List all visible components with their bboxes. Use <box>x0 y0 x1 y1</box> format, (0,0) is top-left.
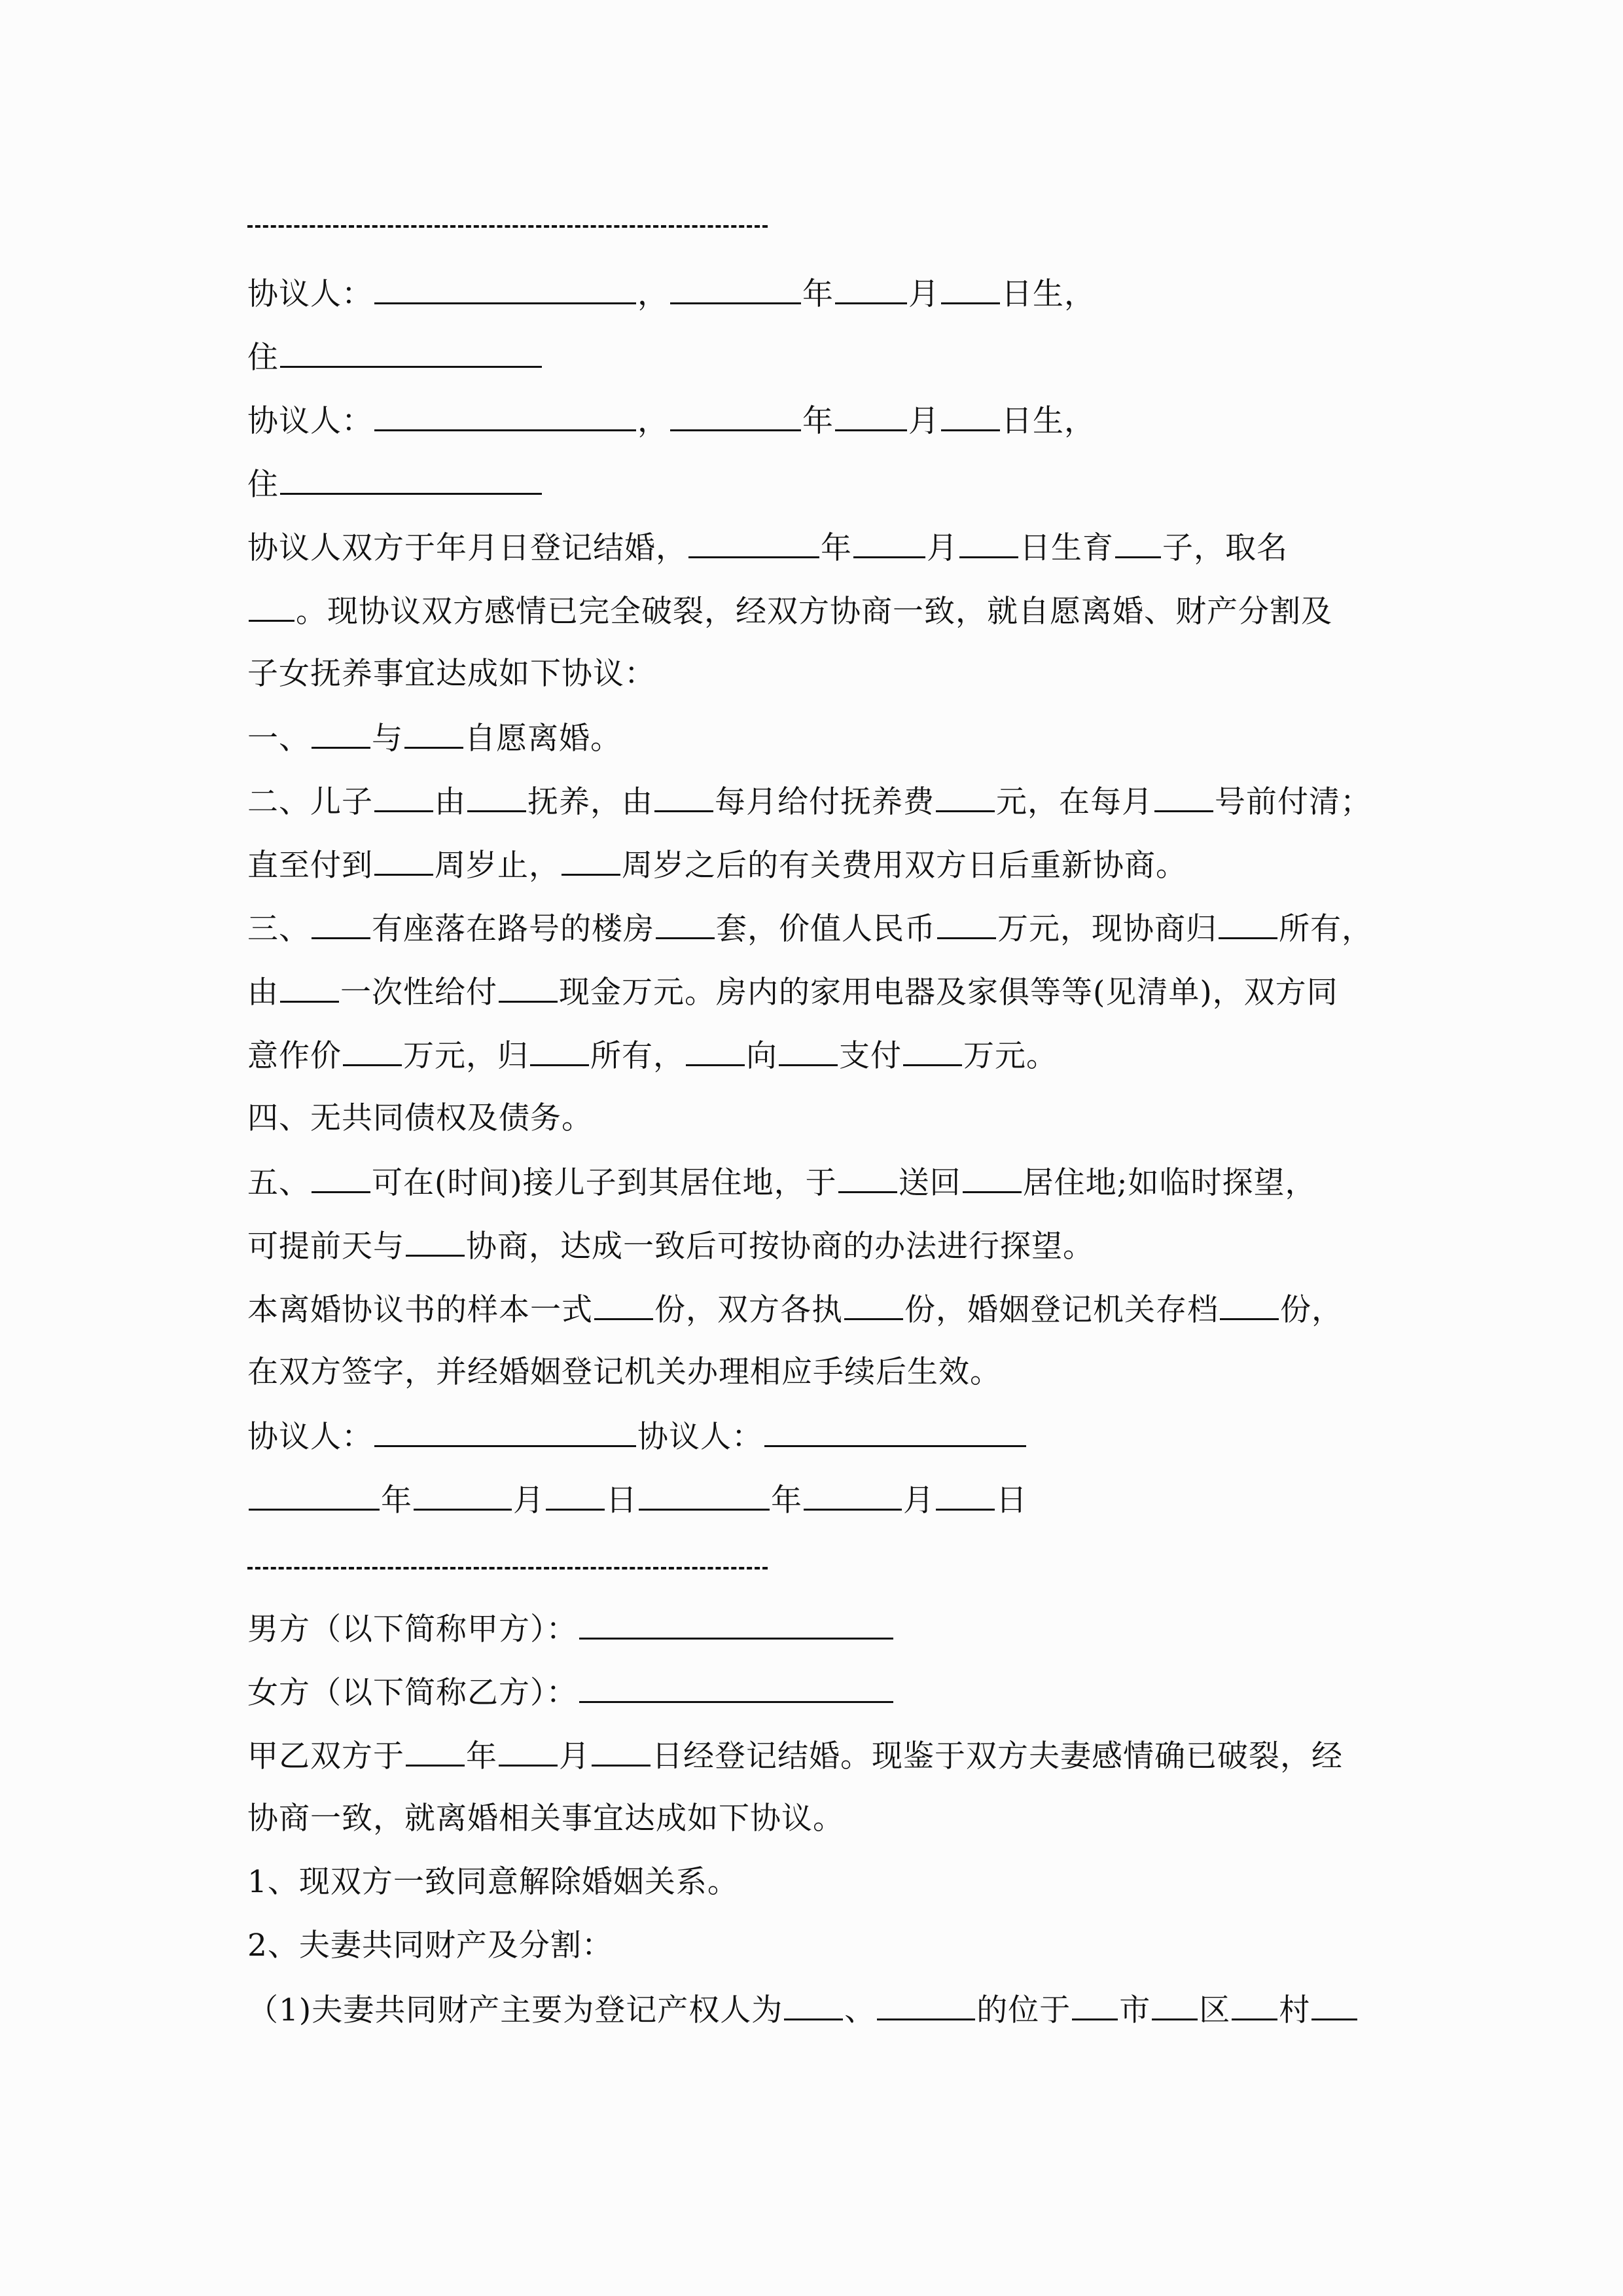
blank[interactable] <box>1154 781 1213 812</box>
separator-line <box>247 1567 768 1570</box>
text: 自愿离婚。 <box>465 721 622 757</box>
date-2-year-blank[interactable] <box>639 1480 770 1511</box>
item-2-line-2 <box>247 845 1187 886</box>
party-label: 协议人： <box>247 276 373 312</box>
blank[interactable] <box>499 972 558 1003</box>
blank[interactable] <box>1152 1990 1198 2020</box>
year-label: 年 <box>802 276 834 312</box>
female-party-line <box>247 1672 895 1713</box>
blank[interactable] <box>1219 908 1277 939</box>
blank[interactable] <box>853 528 925 558</box>
text: 日 <box>996 1482 1027 1518</box>
text: 万元，归 <box>403 1038 529 1074</box>
party1-month-blank[interactable] <box>835 274 907 304</box>
text: 子，取名 <box>1162 530 1288 566</box>
date-1-day-blank[interactable] <box>546 1480 605 1511</box>
item-1 <box>247 718 622 759</box>
text: 元，在每月 <box>996 784 1153 820</box>
text: 年 <box>821 530 852 566</box>
text: 万元，现协商归 <box>997 911 1217 947</box>
text: 年 <box>381 1482 412 1518</box>
text: 四、无共同债权及债务。 <box>247 1100 593 1136</box>
text: 的位于 <box>976 1992 1071 2028</box>
text: 子女抚养事宜达成如下协议： <box>247 656 656 692</box>
month-label: 月 <box>908 276 940 312</box>
text: 支付 <box>839 1038 902 1074</box>
party1-address-blank[interactable] <box>280 337 542 368</box>
blank[interactable] <box>779 1035 838 1066</box>
party2-day-blank[interactable] <box>941 401 1000 431</box>
text: 由 <box>435 784 466 820</box>
blank[interactable] <box>844 1289 903 1320</box>
blank[interactable] <box>784 1990 843 2020</box>
text: 区 <box>1199 1992 1231 2028</box>
item-3-line-1 <box>247 908 1373 949</box>
item-5-line-1 <box>247 1162 1317 1203</box>
blank[interactable] <box>1115 528 1161 558</box>
blank[interactable] <box>1232 1990 1277 2020</box>
male-name-blank[interactable] <box>579 1609 893 1640</box>
child-name-blank[interactable] <box>249 591 294 622</box>
date-2-month-blank[interactable] <box>804 1480 902 1511</box>
party-label: 协议人： <box>247 403 373 439</box>
month-label: 月 <box>908 403 940 439</box>
text: 所有， <box>1279 911 1373 947</box>
blank[interactable] <box>936 781 995 812</box>
date-2-day-blank[interactable] <box>936 1480 995 1511</box>
item-3-line-2 <box>247 972 1338 1013</box>
text: 一次性给付 <box>340 975 497 1011</box>
clause-1 <box>247 1863 739 1902</box>
text: 直至付到 <box>247 848 373 884</box>
text: 三、 <box>247 911 310 947</box>
text: 年 <box>466 1738 497 1774</box>
text: 五、 <box>247 1165 310 1201</box>
signature-label: 协议人： <box>247 1419 373 1455</box>
intro-line-2 <box>247 591 1332 632</box>
text: 、 <box>844 1992 876 2028</box>
text: 日经登记结婚。现鉴于双方夫妻感情确已破裂，经 <box>652 1738 1343 1774</box>
party2-address-blank[interactable] <box>280 464 542 495</box>
text: 二、儿子 <box>247 784 373 820</box>
party2-name-blank[interactable] <box>374 401 636 431</box>
text: 送回 <box>898 1165 961 1201</box>
blank[interactable] <box>467 781 526 812</box>
text: 协商一致，就离婚相关事宜达成如下协议。 <box>247 1801 844 1837</box>
text: 由 <box>247 975 279 1011</box>
text: 在双方签字，并经婚姻登记机关办理相应手续后生效。 <box>247 1354 1001 1390</box>
blank[interactable] <box>959 528 1018 558</box>
blank[interactable] <box>877 1990 975 2020</box>
text: 协议人双方于年月日登记结婚， <box>247 530 687 566</box>
text: 居住地;如临时探望， <box>1022 1165 1317 1201</box>
party1-day-blank[interactable] <box>941 274 1000 304</box>
blank[interactable] <box>592 1736 651 1767</box>
text: 2、夫妻共同财产及分割： <box>247 1928 613 1964</box>
item-5-line-2 <box>247 1226 1094 1266</box>
blank[interactable] <box>499 1736 558 1767</box>
party2-month-blank[interactable] <box>835 401 907 431</box>
text: 向 <box>746 1038 777 1074</box>
blank[interactable] <box>594 1289 653 1320</box>
text: 。现协议双方感情已完全破裂，经双方协商一致，就自愿离婚、财产分割及 <box>296 594 1332 630</box>
text: 月 <box>513 1482 544 1518</box>
text: 日 <box>606 1482 637 1518</box>
date-1-year-blank[interactable] <box>249 1480 380 1511</box>
female-label: 女方（以下简称乙方）： <box>247 1675 578 1711</box>
blank[interactable] <box>1220 1289 1279 1320</box>
copies-line-2 <box>247 1353 1001 1392</box>
day-born-label: 日生， <box>1001 276 1096 312</box>
date-1-month-blank[interactable] <box>414 1480 512 1511</box>
item-4 <box>247 1099 593 1138</box>
text: 万元。 <box>963 1038 1058 1074</box>
separator-line <box>247 225 768 228</box>
blank[interactable] <box>903 1035 962 1066</box>
address-label: 住 <box>247 467 279 503</box>
blank[interactable] <box>312 718 370 749</box>
blank[interactable] <box>937 908 996 939</box>
text: 有座落在路号的楼房 <box>372 911 654 947</box>
text: 周岁止， <box>435 848 560 884</box>
text: 日生育 <box>1020 530 1114 566</box>
party2-year-blank[interactable] <box>670 401 801 431</box>
text: 一、 <box>247 721 310 757</box>
signature-1-blank[interactable] <box>374 1416 636 1447</box>
blank[interactable] <box>654 781 713 812</box>
text: 套，价值人民币 <box>716 911 936 947</box>
text: 份，婚姻登记机关存档 <box>904 1292 1219 1328</box>
text: 协商，达成一致后可按协商的办法进行探望。 <box>466 1229 1094 1265</box>
text: 号前付清； <box>1215 784 1372 820</box>
blank[interactable] <box>312 908 370 939</box>
blank[interactable] <box>374 781 433 812</box>
blank[interactable] <box>404 718 463 749</box>
text: 所有， <box>590 1038 685 1074</box>
copies-line-1 <box>247 1289 1343 1330</box>
comma: ， <box>637 403 669 439</box>
text: 村 <box>1279 1992 1311 2028</box>
text: 可提前天与 <box>247 1229 404 1265</box>
signature-date-line <box>247 1480 1027 1520</box>
text: 份，双方各执 <box>654 1292 843 1328</box>
text: 意作价 <box>247 1038 342 1074</box>
party1-address-line <box>247 337 543 378</box>
text: 月 <box>903 1482 935 1518</box>
blank[interactable] <box>374 845 433 876</box>
text: 份， <box>1280 1292 1343 1328</box>
text: 可在(时间)接儿子到其居住地，于 <box>372 1165 837 1201</box>
blank[interactable] <box>530 1035 589 1066</box>
year-label: 年 <box>802 403 834 439</box>
intro-line-3 <box>247 655 656 694</box>
blank[interactable] <box>406 1226 465 1257</box>
clause-2 <box>247 1926 613 1965</box>
signature-line <box>247 1416 1027 1457</box>
signature-label: 协议人： <box>637 1419 763 1455</box>
blank[interactable] <box>562 845 620 876</box>
blank[interactable] <box>656 908 715 939</box>
text: 周岁之后的有关费用双方日后重新协商。 <box>622 848 1187 884</box>
text: 市 <box>1119 1992 1151 2028</box>
text: （1)夫妻共同财产主要为登记产权人为 <box>247 1992 783 2028</box>
signature-2-blank[interactable] <box>764 1416 1026 1447</box>
comma: ， <box>637 276 669 312</box>
text: 月 <box>559 1738 590 1774</box>
text: 每月给付抚养费 <box>715 784 935 820</box>
text: 抚养，由 <box>527 784 653 820</box>
text: 年 <box>771 1482 802 1518</box>
blank[interactable] <box>1072 1990 1118 2020</box>
male-label: 男方（以下简称甲方）： <box>247 1611 578 1647</box>
blank[interactable] <box>838 1162 897 1193</box>
clause-2-1 <box>247 1990 1359 2030</box>
item-3-line-3 <box>247 1035 1058 1076</box>
marriage-line-1 <box>247 1736 1343 1776</box>
party2-address-line <box>247 464 543 505</box>
intro-line-1 <box>247 528 1288 568</box>
blank[interactable] <box>343 1035 402 1066</box>
party1-name-blank[interactable] <box>374 274 636 304</box>
blank[interactable] <box>1311 1990 1357 2020</box>
text: 1、现双方一致同意解除婚姻关系。 <box>247 1864 739 1900</box>
text: 月 <box>927 530 958 566</box>
blank[interactable] <box>406 1736 465 1767</box>
day-born-label: 日生， <box>1001 403 1096 439</box>
party2-line <box>247 401 1096 441</box>
text: 现金万元。房内的家用电器及家俱等等(见清单)，双方同 <box>559 975 1338 1011</box>
text: 与 <box>372 721 403 757</box>
text: 甲乙双方于 <box>247 1738 404 1774</box>
blank[interactable] <box>963 1162 1022 1193</box>
party1-line <box>247 274 1096 314</box>
marriage-line-2 <box>247 1799 844 1839</box>
male-party-line <box>247 1609 895 1649</box>
blank[interactable] <box>686 1035 745 1066</box>
item-2-line-1 <box>247 781 1372 822</box>
blank[interactable] <box>312 1162 370 1193</box>
blank[interactable] <box>280 972 339 1003</box>
text: 本离婚协议书的样本一式 <box>247 1292 593 1328</box>
address-label: 住 <box>247 340 279 376</box>
female-name-blank[interactable] <box>579 1672 893 1703</box>
party1-year-blank[interactable] <box>670 274 801 304</box>
blank[interactable] <box>688 528 819 558</box>
